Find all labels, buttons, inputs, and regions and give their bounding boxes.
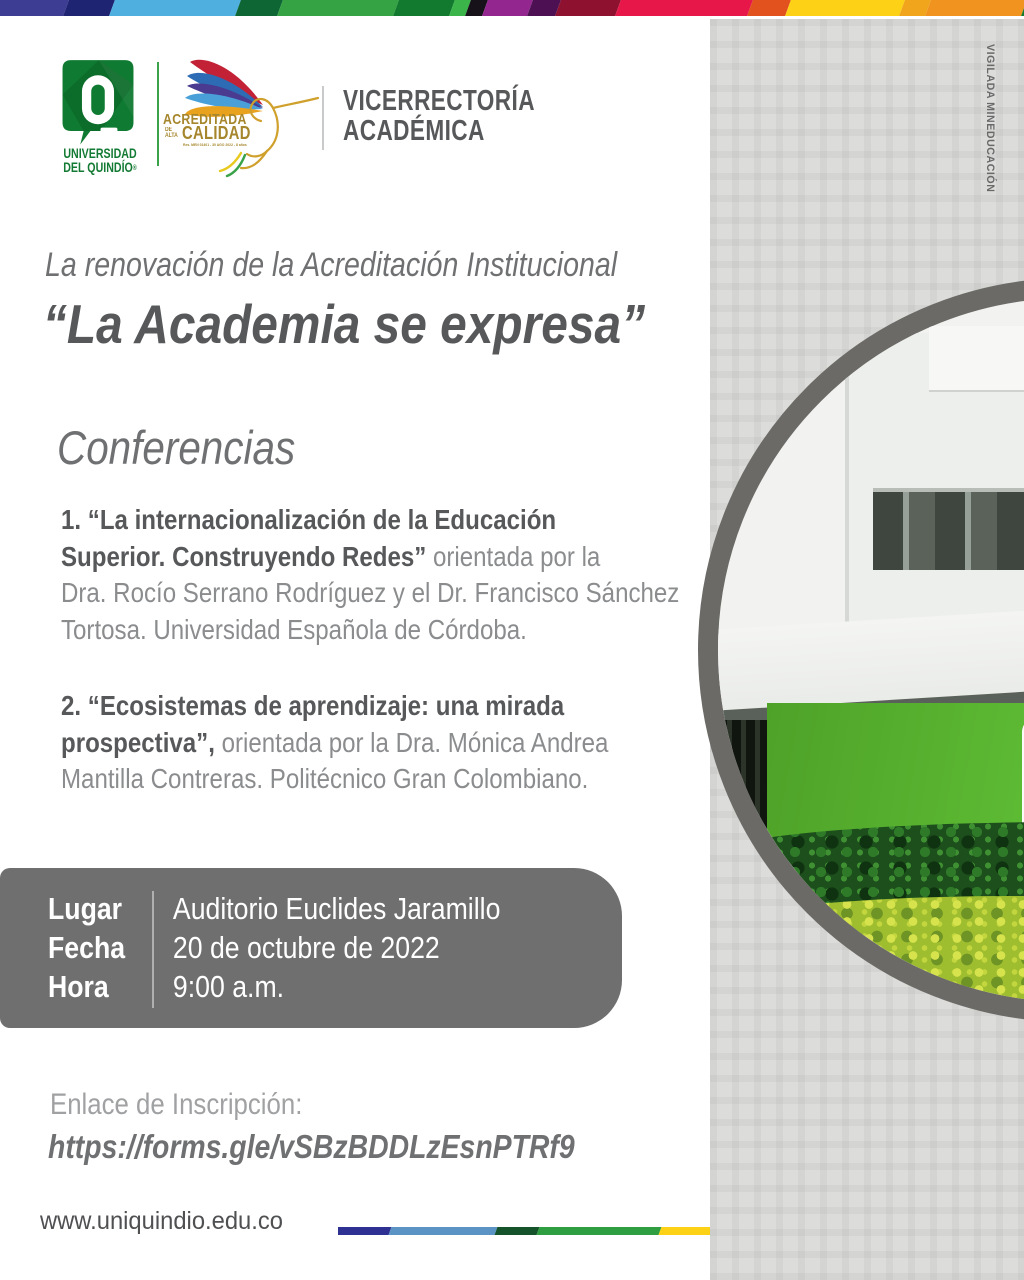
stripe-segment xyxy=(393,0,455,16)
accreditation-fine-print: Res. MEN 01401 - 30 AGO 2022 - 8 años xyxy=(183,142,247,147)
accreditation-alta: ALTA xyxy=(165,133,178,139)
university-name xyxy=(53,146,147,176)
conference-1-speaker: orientada por la xyxy=(426,540,601,572)
conference-1-institution: Tortosa. Universidad Española de Córdoba. xyxy=(61,613,527,645)
conference-2-title: 2. “Ecosistemas de aprendizaje: una mirada xyxy=(61,690,565,721)
vigilada-mineducacion-watermark: VIGILADA MINEDUCACIÓN xyxy=(984,44,996,193)
photo-building-parapet xyxy=(929,326,1024,391)
university-name-line2: DEL QUINDÍO xyxy=(63,159,133,175)
details-values xyxy=(154,889,500,1010)
conference-2-title-cont: prospectiva”, xyxy=(61,726,215,758)
stripe-segment xyxy=(537,1227,662,1235)
label-lugar: Lugar xyxy=(48,891,123,926)
top-rainbow-stripe xyxy=(0,0,1024,16)
conference-item-2 xyxy=(61,688,608,798)
stripe-segment xyxy=(495,1227,540,1235)
stripe-segment xyxy=(555,0,621,16)
value-hora: 9:00 a.m. xyxy=(172,969,285,1004)
conference-1-title-cont: Superior. Construyendo Redes” xyxy=(61,540,427,572)
photo-yellow-bushes xyxy=(704,896,1024,1016)
stripe-segment xyxy=(0,0,69,16)
conference-2-institution: Mantilla Contreras. Politécnico Gran Colombiano. xyxy=(61,763,589,794)
label-hora: Hora xyxy=(48,969,109,1004)
conference-1-speaker-cont: Dra. Rocío Serrano Rodríguez y el Dr. Francisco Sánchez xyxy=(61,577,680,608)
stripe-segment xyxy=(109,0,241,16)
details-labels xyxy=(48,889,137,1010)
green-divider xyxy=(157,62,159,166)
stripe-segment xyxy=(659,1227,718,1235)
stripe-segment xyxy=(785,0,905,16)
value-fecha: 20 de octubre de 2022 xyxy=(172,930,440,965)
department-title xyxy=(343,86,535,146)
conference-1-title: 1. “La internacionalización de la Educación xyxy=(61,504,557,535)
website-link[interactable]: www.uniquindio.edu.co xyxy=(40,1207,283,1235)
photo-building-windows xyxy=(873,488,1024,569)
accreditation-de-alta xyxy=(165,127,178,139)
stripe-segment xyxy=(277,0,399,16)
event-subtitle: La renovación de la Acreditación Institucional xyxy=(45,246,618,284)
accreditation-de: DE xyxy=(165,127,173,133)
university-name-line1: UNIVERSIDAD xyxy=(63,145,137,161)
stripe-segment xyxy=(615,0,753,16)
university-shield-logo-icon xyxy=(60,57,136,151)
stripe-segment xyxy=(338,1227,391,1235)
registration-label: Enlace de Inscripción: xyxy=(50,1088,303,1121)
label-fecha: Fecha xyxy=(48,930,126,965)
conference-2-speaker: orientada por la Dra. Mónica Andrea xyxy=(214,726,609,758)
stripe-segment xyxy=(482,0,533,16)
gray-divider xyxy=(322,86,324,150)
stripe-segment xyxy=(235,0,283,16)
stripe-segment xyxy=(63,0,115,16)
accreditation-line2: CALIDAD xyxy=(182,123,251,143)
conference-item-1 xyxy=(61,502,679,648)
registered-mark: ® xyxy=(132,165,137,172)
photo-dark-fence-left xyxy=(718,720,767,847)
department-line2: ACADÉMICA xyxy=(343,115,485,147)
conferences-heading: Conferencias xyxy=(57,421,296,474)
event-title: “La Academia se expresa” xyxy=(43,293,646,355)
accreditation-line1: ACREDITADA xyxy=(163,111,247,128)
value-lugar: Auditorio Euclides Jaramillo xyxy=(172,891,501,926)
stripe-segment xyxy=(925,0,1024,16)
event-details-box xyxy=(0,868,622,1028)
registration-link[interactable]: https://forms.gle/vSBzBDDLzEsnPTRf9 xyxy=(48,1128,575,1165)
stripe-segment xyxy=(747,0,791,16)
department-line1: VICERRECTORÍA xyxy=(343,85,535,117)
stripe-segment xyxy=(389,1227,498,1235)
